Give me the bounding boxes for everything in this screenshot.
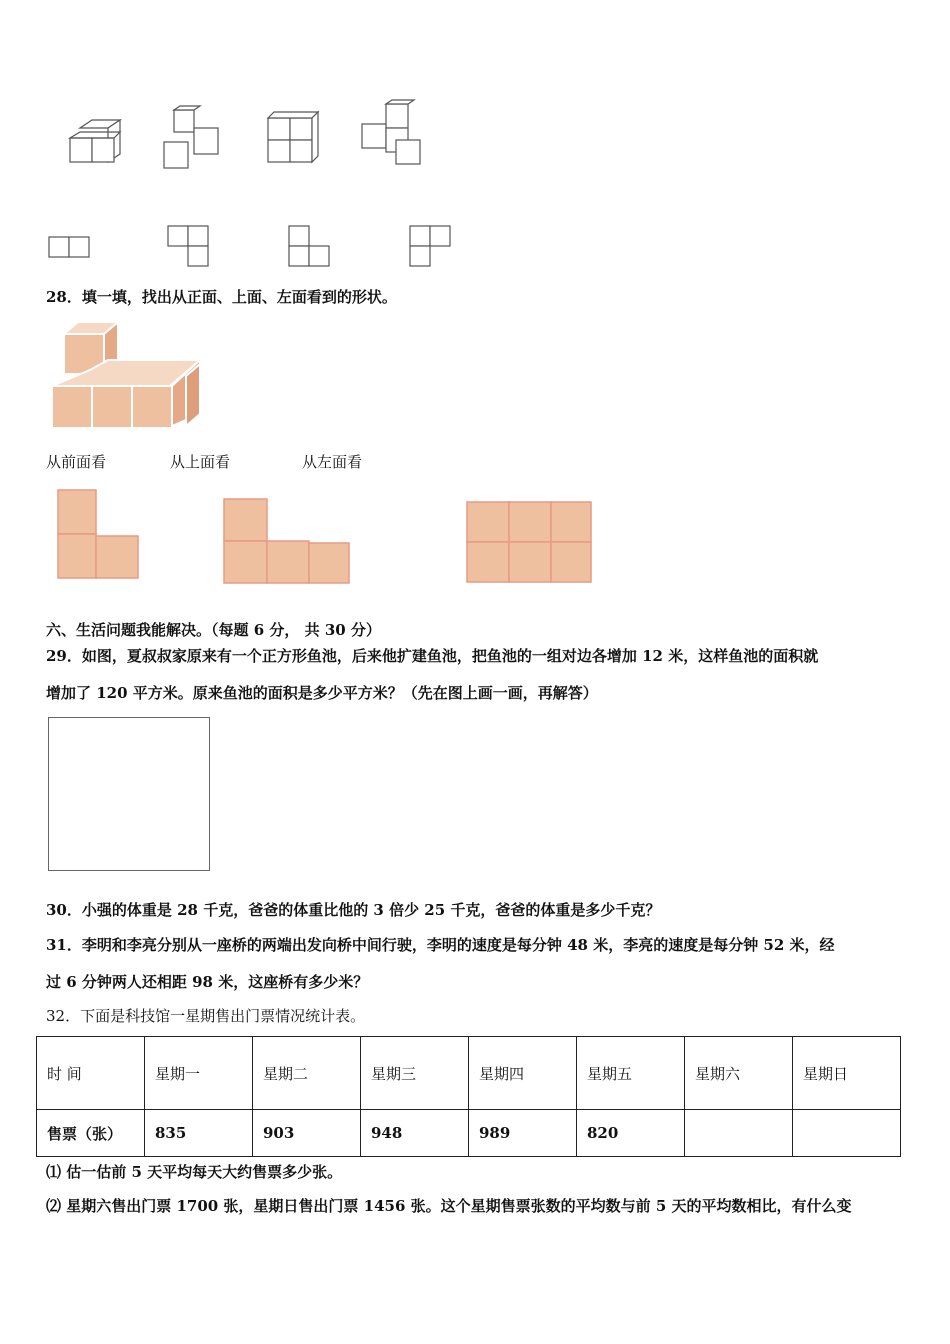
table-cell: 820 [577, 1110, 685, 1157]
top-view-shape [222, 497, 354, 585]
table-cell: 星期一 [145, 1037, 253, 1110]
question-31-line-1: 31．李明和李亮分别从一座桥的两端出发向桥中间行驶，李明的速度是每分钟 48 米，李亮的速度是每分钟 52 米，经 [46, 936, 835, 954]
wire-cube-figure-2 [162, 106, 227, 168]
left-view-shape [465, 500, 595, 586]
front-view-shape [56, 488, 142, 582]
fish-pond-square[interactable] [48, 717, 210, 871]
table-cell: 售票（张） [37, 1110, 145, 1157]
orange-cube-stack [50, 320, 205, 432]
ticket-sales-table [36, 1036, 901, 1157]
table-cell: 903 [253, 1110, 361, 1157]
question-32: 32．下面是科技馆一星期售出门票情况统计表。 [46, 1007, 366, 1025]
view-option-2 [166, 225, 210, 267]
wire-cube-figure-1 [68, 118, 128, 168]
label-top-view: 从上面看 [170, 453, 231, 471]
question-30: 30．小强的体重是 28 千克，爸爸的体重比他的 3 倍少 25 千克，爸爸的体重是多少千克？ [46, 901, 661, 919]
wire-cube-figure-4 [358, 100, 428, 166]
table-cell: 星期四 [469, 1037, 577, 1110]
table-cell: 星期六 [685, 1037, 793, 1110]
view-option-4 [408, 224, 452, 268]
table-cell: 835 [145, 1110, 253, 1157]
view-option-1 [48, 236, 92, 258]
table-cell[interactable] [793, 1110, 901, 1157]
table-cell[interactable] [685, 1110, 793, 1157]
table-cell: 星期二 [253, 1037, 361, 1110]
question-31-line-2: 过 6 分钟两人还相距 98 米，这座桥有多少米？ [46, 973, 369, 991]
table-cell: 时 间 [37, 1037, 145, 1110]
wire-cube-figure-3 [264, 112, 322, 166]
label-left-view: 从左面看 [302, 453, 363, 471]
question-32-sub-1: ⑴ 估一估前 5 天平均每天大约售票多少张。 [46, 1163, 343, 1181]
question-29-line-1: 29．如图，夏叔叔家原来有一个正方形鱼池，后来他扩建鱼池，把鱼池的一组对边各增加 12 米，这样鱼池的面积就 [46, 647, 819, 665]
label-front-view: 从前面看 [46, 453, 107, 471]
table-cell: 星期五 [577, 1037, 685, 1110]
section-6-title: 六、生活问题我能解决。（每题 6 分， 共 30 分） [46, 621, 381, 639]
table-cell: 948 [361, 1110, 469, 1157]
table-cell: 星期日 [793, 1037, 901, 1110]
table-row [37, 1037, 901, 1110]
question-28: 28．填一填，找出从正面、上面、左面看到的形状。 [46, 288, 397, 306]
question-29-line-2: 增加了 120 平方米。原来鱼池的面积是多少平方米？（先在图上画一画，再解答） [46, 684, 598, 702]
question-32-sub-2: ⑵ 星期六售出门票 1700 张，星期日售出门票 1456 张。这个星期售票张数的平均数与前 5 天的平均数相比，有什么变 [46, 1197, 852, 1215]
view-option-3 [287, 225, 331, 267]
table-cell: 星期三 [361, 1037, 469, 1110]
table-cell: 989 [469, 1110, 577, 1157]
table-row [37, 1110, 901, 1157]
